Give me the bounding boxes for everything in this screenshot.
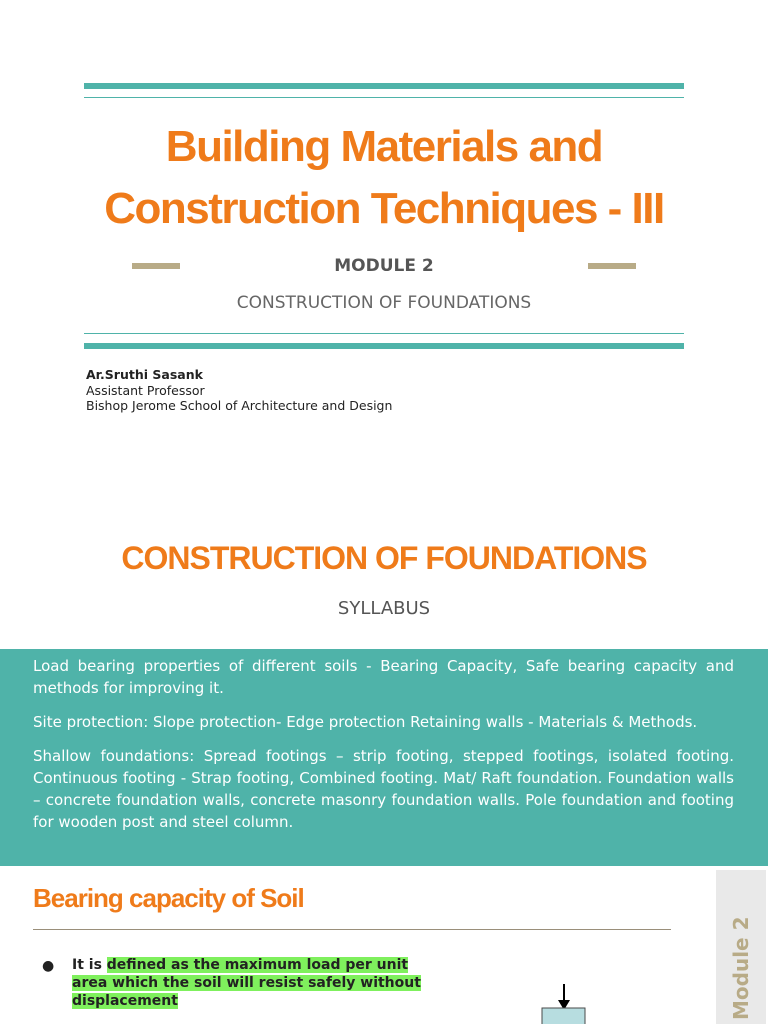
section-subtitle: SYLLABUS [337, 598, 431, 619]
footing-diagram [535, 980, 595, 1024]
section-title: CONSTRUCTION OF FOUNDATIONS [121, 540, 647, 576]
bearing-capacity-rule [33, 929, 671, 930]
syllabus-paragraph: Shallow foundations: Spread footings – strip footing, stepped footings, isolated footing. Continuous footing - Strap footing, Combined footing. Mat/ Raft foundation. Foundation walls – concrete foundation walls, concrete masonry foundation walls. Pole foundation and footing for wooden post and steel column. [33, 747, 734, 831]
module-label: MODULE 2 [334, 256, 434, 276]
syllabus-box [0, 649, 768, 866]
author-name: Ar.Sruthi Sasank [86, 367, 203, 382]
bearing-bullet [72, 956, 437, 1010]
syllabus-paragraph: Site protection: Slope protection- Edge protection Retaining walls - Materials & Methods. [33, 713, 698, 731]
page-title-line-2: Construction Techniques - III [104, 184, 664, 233]
module-side-tab [716, 870, 766, 1024]
footing-block [542, 1008, 585, 1024]
header-rule-thick-top [84, 83, 684, 89]
module-subtitle: CONSTRUCTION OF FOUNDATIONS [236, 293, 532, 313]
bullet-dot-icon: ● [42, 958, 55, 974]
syllabus-paragraph: Load bearing properties of different soils - Bearing Capacity, Safe bearing capacity and methods for improving it. [33, 657, 734, 697]
bearing-capacity-title: Bearing capacity of Soil [33, 883, 304, 913]
header-rule-thin-bottom [84, 333, 684, 334]
page-title [84, 116, 684, 240]
bullet-highlight: defined as the maximum load per unit area which the soil will resist safely without displacement [72, 957, 421, 1009]
header-rule-thin-top [84, 97, 684, 98]
author-institution: Bishop Jerome School of Architecture and Design [86, 398, 393, 413]
header-rule-thick-bottom [84, 343, 684, 349]
module-side-tab-label: Module 2 [729, 916, 753, 1020]
page-title-line-1: Building Materials and [165, 122, 603, 171]
author-block [86, 367, 392, 414]
author-role: Assistant Professor [86, 382, 205, 398]
bullet-prefix: It is [72, 957, 107, 973]
